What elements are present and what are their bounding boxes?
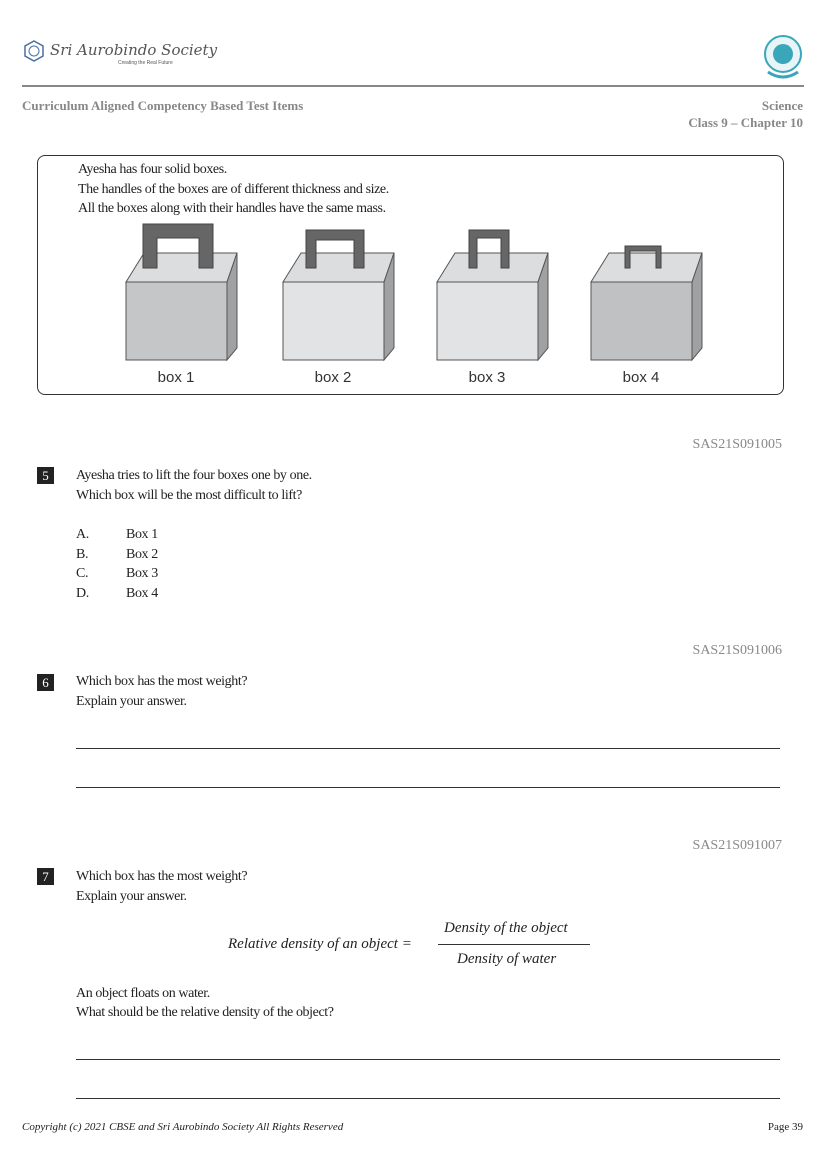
option-letter: C. xyxy=(76,566,89,581)
question-text: Which box will be the most difficult to lift? xyxy=(76,488,302,503)
question-text: What should be the relative density of the object? xyxy=(76,1005,334,1020)
question-text: Explain your answer. xyxy=(76,694,187,709)
box-2 xyxy=(283,230,394,360)
question-text: Ayesha tries to lift the four boxes one by one. xyxy=(76,468,312,483)
box-label: box 4 xyxy=(622,369,660,386)
formula-denominator: Density of water xyxy=(457,951,557,967)
option-letter: A. xyxy=(76,527,89,542)
footer-copyright: Copyright (c) 2021 CBSE and Sri Aurobindo Society All Rights Reserved xyxy=(22,1121,344,1133)
context-line: Ayesha has four solid boxes. xyxy=(78,162,227,177)
svg-text:Creating the Real Future: Creating the Real Future xyxy=(118,60,173,66)
option-letter: D. xyxy=(76,585,89,601)
answer-line[interactable] xyxy=(76,787,780,788)
header-title: Curriculum Aligned Competency Based Test Items xyxy=(22,98,304,113)
context-line: The handles of the boxes are of different thickness and size. xyxy=(78,182,389,197)
header-class-chapter: Class 9 – Chapter 10 xyxy=(688,115,803,130)
question-number: 7 xyxy=(37,868,54,885)
option-c[interactable]: Box 3 xyxy=(126,566,158,581)
question-text: Explain your answer. xyxy=(76,889,187,904)
answer-line[interactable] xyxy=(76,1059,780,1060)
question-text: Which box has the most weight? xyxy=(76,674,248,689)
fraction-bar xyxy=(438,944,590,945)
box-label: box 3 xyxy=(468,369,506,386)
question-code: SAS21S091005 xyxy=(692,437,782,452)
question-number: 6 xyxy=(37,674,54,691)
box-label: box 2 xyxy=(314,369,352,386)
option-a[interactable]: Box 1 xyxy=(126,527,158,542)
context-line: All the boxes along with their handles have the same mass. xyxy=(78,201,386,216)
box-4 xyxy=(591,246,702,360)
header-subject: Science xyxy=(761,98,803,113)
page-number: Page 39 xyxy=(767,1121,803,1133)
option-b[interactable]: Box 2 xyxy=(126,546,158,562)
question-text: Which box has the most weight? xyxy=(76,869,248,884)
box-3 xyxy=(437,230,548,360)
option-d[interactable]: Box 4 xyxy=(126,585,158,601)
option-letter: B. xyxy=(76,546,89,562)
question-number: 5 xyxy=(37,467,54,484)
box-label: box 1 xyxy=(157,369,195,386)
boxes-illustration xyxy=(0,0,827,400)
answer-line[interactable] xyxy=(76,748,780,749)
question-code: SAS21S091006 xyxy=(692,643,782,658)
answer-line[interactable] xyxy=(76,1098,780,1099)
logo-text: Sri Aurobindo Society xyxy=(50,41,218,59)
formula-numerator: Density of the object xyxy=(444,920,568,936)
formula-lhs: Relative density of an object = xyxy=(228,936,412,952)
question-text: An object floats on water. xyxy=(76,986,210,1001)
box-1 xyxy=(126,224,237,360)
question-code: SAS21S091007 xyxy=(692,838,782,853)
